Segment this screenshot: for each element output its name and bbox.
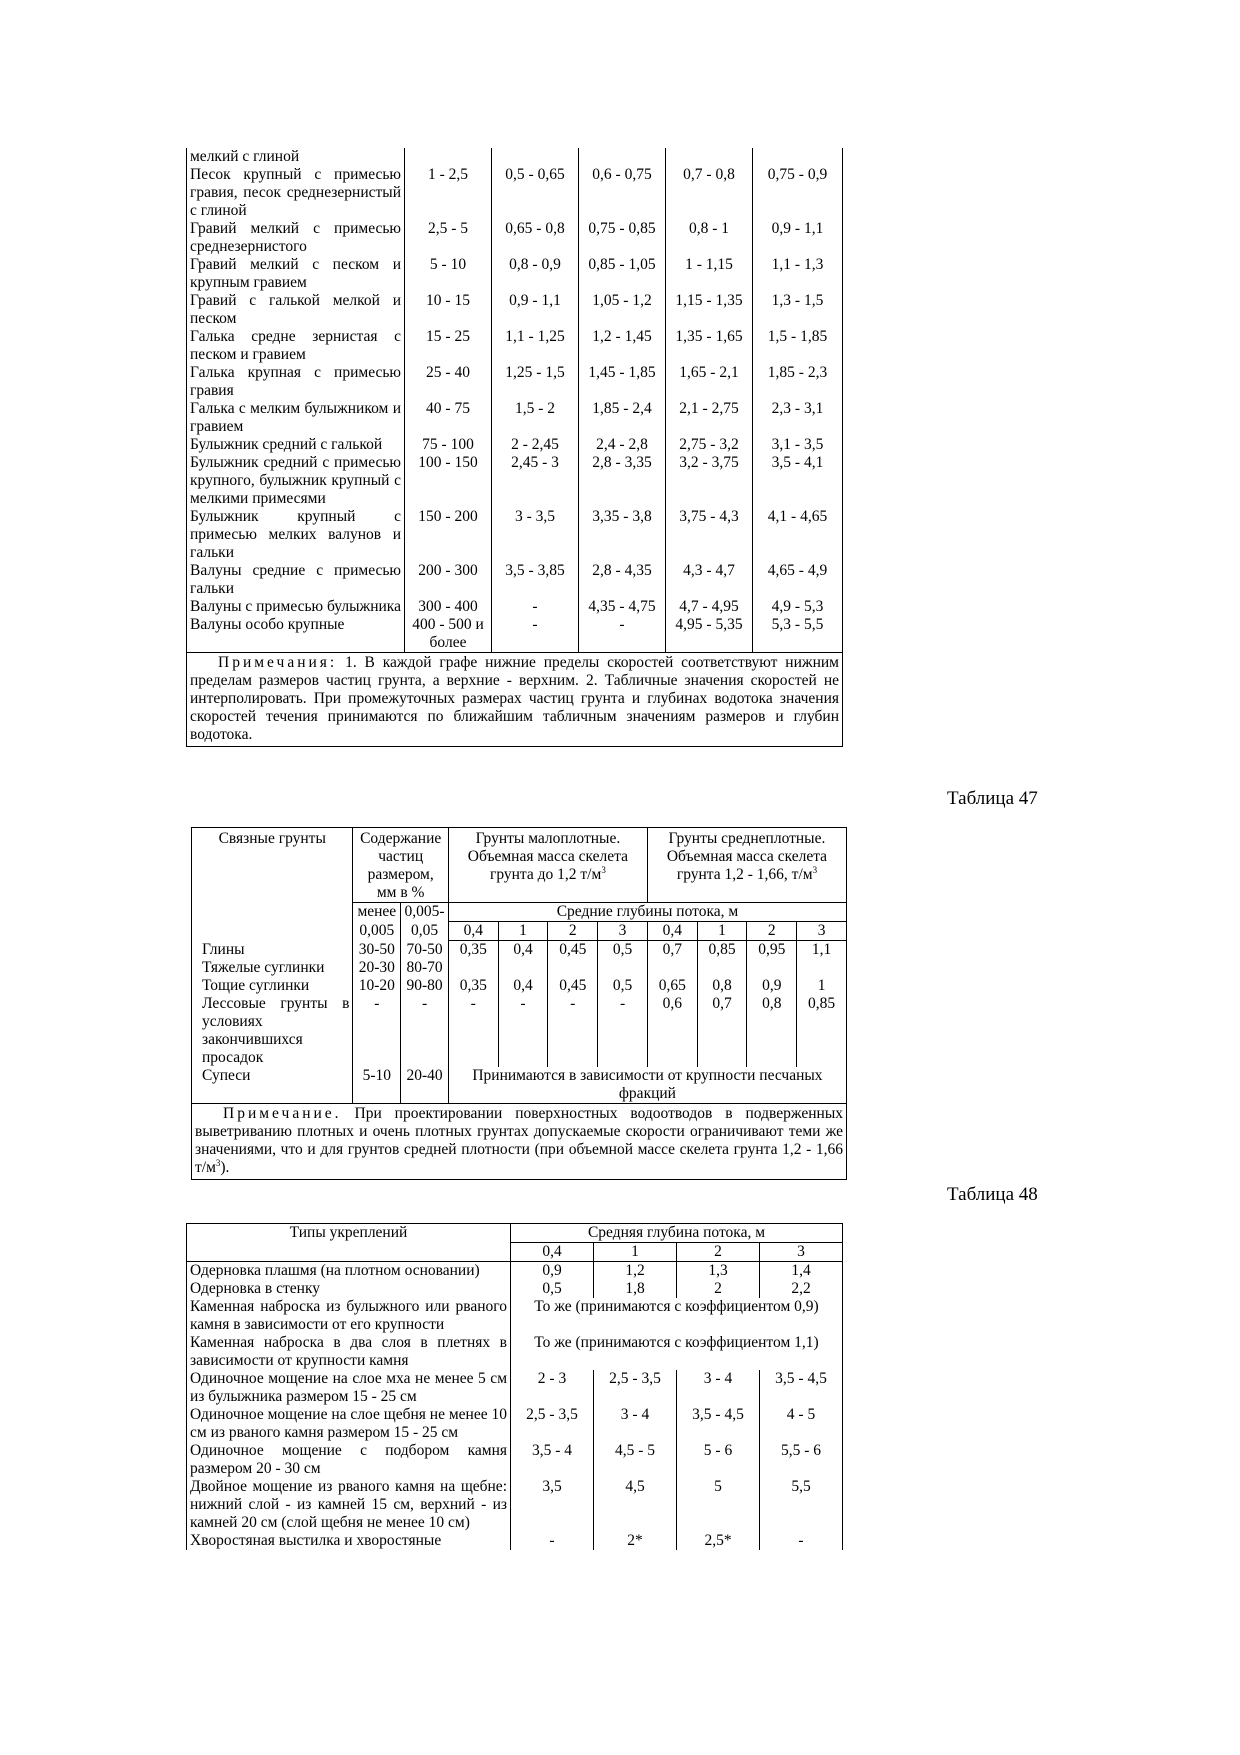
row-cell: 5 - 10	[405, 256, 492, 292]
row-cell: 100 - 150	[405, 454, 492, 508]
header-less-b: 0,005	[353, 922, 401, 941]
row-cell: 1,35 - 1,65	[666, 328, 753, 364]
depth-header: 2	[747, 922, 797, 941]
table-note-row	[187, 653, 843, 747]
row-cell: 1,65 - 2,1	[666, 364, 753, 400]
row-cell: 400 - 500 и более	[405, 616, 492, 653]
depth-header: 3	[760, 1243, 843, 1262]
row-cell: 20-40	[401, 1067, 449, 1104]
row-cell	[797, 959, 847, 977]
header-medium-text: Грунты среднеплотные. Объемная масса скелета грунта 1,2 - 1,66, т/м	[666, 830, 828, 883]
row-cell: 0,35	[448, 977, 498, 995]
row-name: Каменная наброска в два слоя в плетнях в зависимости от крупности камня	[187, 1334, 511, 1370]
row-cell: 2 - 2,45	[492, 436, 579, 454]
row-cell: 2 - 3	[511, 1370, 594, 1406]
note-label: Примечание.	[223, 1105, 342, 1122]
row-cell: 4,5	[594, 1478, 677, 1532]
row-cell: -	[401, 995, 449, 1067]
row-cell	[579, 148, 666, 166]
header-medium-soils	[647, 828, 846, 903]
row-cell: -	[579, 616, 666, 653]
table-47-body	[192, 941, 847, 1068]
table-48-caption: Таблица 48	[947, 1184, 1038, 1205]
row-cell: 0,9	[747, 977, 797, 995]
row-cell: 5-10	[353, 1067, 401, 1104]
row-cell: 0,9	[511, 1262, 594, 1281]
row-cell: 1,1 - 1,3	[753, 256, 843, 292]
header-range: 0,005-	[401, 903, 449, 922]
header-soils: Связные грунты	[192, 828, 353, 941]
row-cell	[666, 148, 753, 166]
header-loose-text: Грунты малоплотные. Объемная масса скелета грунта до 1,2 т/м	[467, 830, 629, 883]
table-47	[191, 827, 847, 1180]
depth-header: 1	[498, 922, 548, 941]
row-cell: 3,5 - 3,85	[492, 562, 579, 598]
row-cell: 0,5	[598, 977, 648, 995]
table-row	[187, 598, 843, 616]
table-48	[186, 1223, 843, 1550]
row-cell: -	[511, 1532, 594, 1550]
row-name: Лессовые грунты в условиях закончившихся просадок	[192, 995, 353, 1067]
row-cell: 0,95	[747, 941, 797, 960]
table-row	[187, 1370, 843, 1406]
table-row	[187, 1478, 843, 1532]
note-end: ).	[220, 1159, 230, 1176]
row-cell: 3,2 - 3,75	[666, 454, 753, 508]
table-row	[187, 1280, 843, 1298]
row-cell: 3,5	[511, 1478, 594, 1532]
row-cell: 4,95 - 5,35	[666, 616, 753, 653]
row-cell: 10 - 15	[405, 292, 492, 328]
depth-header: 3	[598, 922, 648, 941]
table-row	[187, 1298, 843, 1334]
row-cell	[405, 148, 492, 166]
table-row	[192, 995, 847, 1067]
row-cell: 0,7 - 0,8	[666, 166, 753, 220]
row-name: Тяжелые суглинки	[192, 959, 353, 977]
row-cell: 4,3 - 4,7	[666, 562, 753, 598]
row-cell: 3 - 3,5	[492, 508, 579, 562]
table-row	[187, 616, 843, 653]
sup-3: 3	[812, 864, 818, 875]
row-name: Гравий мелкий с примесью среднезернистого	[187, 220, 405, 256]
row-cell: 5	[677, 1478, 760, 1532]
row-cell: 0,75 - 0,85	[579, 220, 666, 256]
row-name: Валуны средние с примесью гальки	[187, 562, 405, 598]
row-cell: 0,85	[797, 995, 847, 1067]
row-cell: 0,4	[498, 977, 548, 995]
row-cell	[548, 959, 598, 977]
row-cell: 0,8	[747, 995, 797, 1067]
row-cell: 1,15 - 1,35	[666, 292, 753, 328]
table-row	[187, 1442, 843, 1478]
row-cell: 40 - 75	[405, 400, 492, 436]
row-cell: 70-50	[401, 941, 449, 960]
row-cell: 2	[677, 1280, 760, 1298]
depth-header: 2	[677, 1243, 760, 1262]
row-name: Песок крупный с примесью гравия, песок среднезернистый с глиной	[187, 166, 405, 220]
row-name: Одерновка плашмя (на плотном основании)	[187, 1262, 511, 1281]
soil-velocity-table-body	[187, 148, 843, 653]
row-cell: 3 - 4	[677, 1370, 760, 1406]
row-cell: 2,5 - 3,5	[511, 1406, 594, 1442]
row-cell	[498, 959, 548, 977]
row-cell: 0,85 - 1,05	[579, 256, 666, 292]
row-name: мелкий с глиной	[187, 148, 405, 166]
depth-header: 1	[697, 922, 747, 941]
row-name: Валуны с примесью булыжника	[187, 598, 405, 616]
table-row	[192, 959, 847, 977]
sandy-note: Принимаются в зависимости от крупности песчаных фракций	[448, 1067, 846, 1104]
row-cell: 80-70	[401, 959, 449, 977]
row-cell: 3 - 4	[594, 1406, 677, 1442]
table-row	[192, 977, 847, 995]
header-content: Содержание частиц размером, мм в %	[353, 828, 448, 903]
row-cell: 5,3 - 5,5	[753, 616, 843, 653]
table-row	[187, 1334, 843, 1370]
table-row	[187, 454, 843, 508]
table-48-body	[187, 1262, 843, 1551]
row-span-cell: То же (принимаются с коэффициентом 1,1)	[511, 1334, 843, 1370]
row-cell: 2,5*	[677, 1532, 760, 1550]
row-cell: -	[492, 616, 579, 653]
table-row	[187, 400, 843, 436]
row-cell: 2,75 - 3,2	[666, 436, 753, 454]
depth-header: 1	[594, 1243, 677, 1262]
row-cell: 150 - 200	[405, 508, 492, 562]
row-cell: 2,4 - 2,8	[579, 436, 666, 454]
row-cell: 3,1 - 3,5	[753, 436, 843, 454]
row-name: Каменная наброска из булыжного или рваного камня в зависимости от его крупности	[187, 1298, 511, 1334]
row-cell: 3,5 - 4,5	[760, 1370, 843, 1406]
row-name: Одиночное мощение на слое щебня не менее 10 см из рваного камня размером 15 - 25 см	[187, 1406, 511, 1442]
row-cell: 10-20	[353, 977, 401, 995]
row-cell: 5,5 - 6	[760, 1442, 843, 1478]
table-row	[187, 328, 843, 364]
table-row	[187, 1406, 843, 1442]
row-name: Галька крупная с примесью гравия	[187, 364, 405, 400]
row-name: Одиночное мощение на слое мха не менее 5 см из булыжника размером 15 - 25 см	[187, 1370, 511, 1406]
row-cell: 1,1	[797, 941, 847, 960]
row-cell: 1,85 - 2,3	[753, 364, 843, 400]
header-depth: Средняя глубина потока, м	[511, 1224, 843, 1243]
row-cell	[647, 959, 697, 977]
row-cell: 4,5 - 5	[594, 1442, 677, 1478]
row-cell: 1,4	[760, 1262, 843, 1281]
row-cell: 15 - 25	[405, 328, 492, 364]
row-cell: 1,3	[677, 1262, 760, 1281]
row-name: Одерновка в стенку	[187, 1280, 511, 1298]
table-47-caption: Таблица 47	[947, 788, 1038, 809]
row-name: Хворостяная выстилка и хворостяные	[187, 1532, 511, 1550]
row-cell: 1,5 - 2	[492, 400, 579, 436]
row-cell: 1,2	[594, 1262, 677, 1281]
row-name: Гравий с галькой мелкой и песком	[187, 292, 405, 328]
row-cell	[747, 959, 797, 977]
row-cell: 0,8 - 0,9	[492, 256, 579, 292]
table-row	[187, 364, 843, 400]
row-cell: 4,35 - 4,75	[579, 598, 666, 616]
row-name: Галька средне зернистая с песком и гравием	[187, 328, 405, 364]
row-cell: 0,65	[647, 977, 697, 995]
header-less: менее	[353, 903, 401, 922]
row-cell: 2,45 - 3	[492, 454, 579, 508]
header-types: Типы укреплений	[187, 1224, 511, 1262]
row-cell: 0,65 - 0,8	[492, 220, 579, 256]
row-cell: 3,5 - 4,1	[753, 454, 843, 508]
row-cell: 0,5 - 0,65	[492, 166, 579, 220]
row-cell: 3,35 - 3,8	[579, 508, 666, 562]
row-cell: 1,05 - 1,2	[579, 292, 666, 328]
row-name: Двойное мощение из рваного камня на щебне: нижний слой - из камней 15 см, верхний - из камней 20 см (слой щебня не менее 10 см)	[187, 1478, 511, 1532]
row-cell: 2,8 - 4,35	[579, 562, 666, 598]
row-cell: 0,9 - 1,1	[492, 292, 579, 328]
row-cell: 25 - 40	[405, 364, 492, 400]
depth-header: 0,4	[647, 922, 697, 941]
soil-velocity-table	[186, 148, 843, 747]
row-cell: 5 - 6	[677, 1442, 760, 1478]
row-cell	[697, 959, 747, 977]
row-cell	[448, 959, 498, 977]
row-cell: 0,5	[598, 941, 648, 960]
table-row	[187, 508, 843, 562]
row-name: Валуны особо крупные	[187, 616, 405, 653]
table-note-row	[192, 1104, 847, 1180]
row-cell: 2,5 - 3,5	[594, 1370, 677, 1406]
row-name: Глины	[192, 941, 353, 960]
table-row	[192, 1067, 847, 1104]
row-cell: 4,9 - 5,3	[753, 598, 843, 616]
row-cell: 3,75 - 4,3	[666, 508, 753, 562]
row-cell: -	[353, 995, 401, 1067]
row-name: Одиночное мощение с подбором камня размером 20 - 30 см	[187, 1442, 511, 1478]
row-cell: 2*	[594, 1532, 677, 1550]
row-cell: 2,8 - 3,35	[579, 454, 666, 508]
table-note	[192, 1104, 847, 1180]
row-cell: 1 - 1,15	[666, 256, 753, 292]
row-cell: 75 - 100	[405, 436, 492, 454]
row-cell: 20-30	[353, 959, 401, 977]
sup-3: 3	[601, 864, 606, 875]
row-span-cell: То же (принимаются с коэффициентом 0,9)	[511, 1298, 843, 1334]
row-cell: 0,35	[448, 941, 498, 960]
row-name: Булыжник крупный с примесью мелких валунов и гальки	[187, 508, 405, 562]
row-cell: 0,45	[548, 977, 598, 995]
table-row	[187, 562, 843, 598]
header-loose-soils	[448, 828, 647, 903]
row-cell: 1,5 - 1,85	[753, 328, 843, 364]
row-cell: 0,6	[647, 995, 697, 1067]
row-cell: 2,3 - 3,1	[753, 400, 843, 436]
row-cell: -	[548, 995, 598, 1067]
row-cell: 1,8	[594, 1280, 677, 1298]
table-row	[187, 220, 843, 256]
row-cell: 1,3 - 1,5	[753, 292, 843, 328]
row-cell: 1 - 2,5	[405, 166, 492, 220]
row-cell: -	[760, 1532, 843, 1550]
row-cell: 4,1 - 4,65	[753, 508, 843, 562]
row-cell: 90-80	[401, 977, 449, 995]
row-cell: -	[448, 995, 498, 1067]
row-cell: 1	[797, 977, 847, 995]
row-cell: 4,7 - 4,95	[666, 598, 753, 616]
row-cell: 2,5 - 5	[405, 220, 492, 256]
row-cell: -	[498, 995, 548, 1067]
row-cell: 1,25 - 1,5	[492, 364, 579, 400]
depth-header: 3	[797, 922, 847, 941]
row-cell: 1,2 - 1,45	[579, 328, 666, 364]
row-cell: 5,5	[760, 1478, 843, 1532]
row-cell: 0,8 - 1	[666, 220, 753, 256]
table-row	[187, 436, 843, 454]
depth-header: 0,4	[511, 1243, 594, 1262]
note-label: Примечания:	[218, 654, 338, 671]
row-name: Тощие суглинки	[192, 977, 353, 995]
row-cell	[492, 148, 579, 166]
header-range-b: 0,05	[401, 922, 449, 941]
table-row	[187, 1532, 843, 1550]
table-row	[187, 148, 843, 166]
row-name: Булыжник средний с примесью крупного, булыжник крупный с мелкими примесями	[187, 454, 405, 508]
row-cell: 0,8	[697, 977, 747, 995]
row-cell: 4 - 5	[760, 1406, 843, 1442]
row-name: Галька с мелким булыжником и гравием	[187, 400, 405, 436]
depth-header: 0,4	[448, 922, 498, 941]
row-cell: 4,65 - 4,9	[753, 562, 843, 598]
row-cell: 0,6 - 0,75	[579, 166, 666, 220]
table-row	[187, 256, 843, 292]
row-cell: 3,5 - 4,5	[677, 1406, 760, 1442]
row-cell: 0,7	[697, 995, 747, 1067]
row-name: Гравий мелкий с песком и крупным гравием	[187, 256, 405, 292]
row-cell: -	[492, 598, 579, 616]
table-row	[192, 941, 847, 960]
note-text: 1. В каждой графе нижние пределы скоростей соответствуют нижним пределам размеров частиц грунта, а верхние - верхним. 2. Табличные значения скоростей не интерполировать. При промежуточных размерах частиц грунта и глубинах водотока значения скоростей течения принимаются по ближайшим табличным значениям размеров и глубин водотока.	[190, 654, 839, 743]
row-cell: 30-50	[353, 941, 401, 960]
row-cell: 2,2	[760, 1280, 843, 1298]
row-cell: 2,1 - 2,75	[666, 400, 753, 436]
row-cell: 0,4	[498, 941, 548, 960]
row-cell: 1,85 - 2,4	[579, 400, 666, 436]
row-name: Супеси	[192, 1067, 353, 1104]
depth-header: 2	[548, 922, 598, 941]
row-cell: 200 - 300	[405, 562, 492, 598]
sup-3: 3	[215, 1157, 221, 1168]
row-cell: 3,5 - 4	[511, 1442, 594, 1478]
table-row	[187, 292, 843, 328]
row-cell	[598, 959, 648, 977]
row-cell: 0,7	[647, 941, 697, 960]
table-note	[187, 653, 843, 747]
row-cell: 1,45 - 1,85	[579, 364, 666, 400]
row-cell: 0,45	[548, 941, 598, 960]
table-row	[187, 1262, 843, 1281]
row-cell: -	[598, 995, 648, 1067]
row-cell	[753, 148, 843, 166]
table-row	[187, 166, 843, 220]
row-cell: 1,1 - 1,25	[492, 328, 579, 364]
row-cell: 0,5	[511, 1280, 594, 1298]
row-cell: 0,85	[697, 941, 747, 960]
row-cell: 0,9 - 1,1	[753, 220, 843, 256]
row-name: Булыжник средний с галькой	[187, 436, 405, 454]
note-text: При проектировании поверхностных водоотводов в подверженных выветриванию плотных и очень плотных грунтах допускаемые скорости ограничивают теми же значениями, что и для грунтов средней плотности (при объемной массе скелета грунта 1,2 - 1,66 т/м	[195, 1105, 843, 1176]
row-cell: 0,75 - 0,9	[753, 166, 843, 220]
row-cell: 300 - 400	[405, 598, 492, 616]
header-depths: Средние глубины потока, м	[448, 903, 846, 922]
